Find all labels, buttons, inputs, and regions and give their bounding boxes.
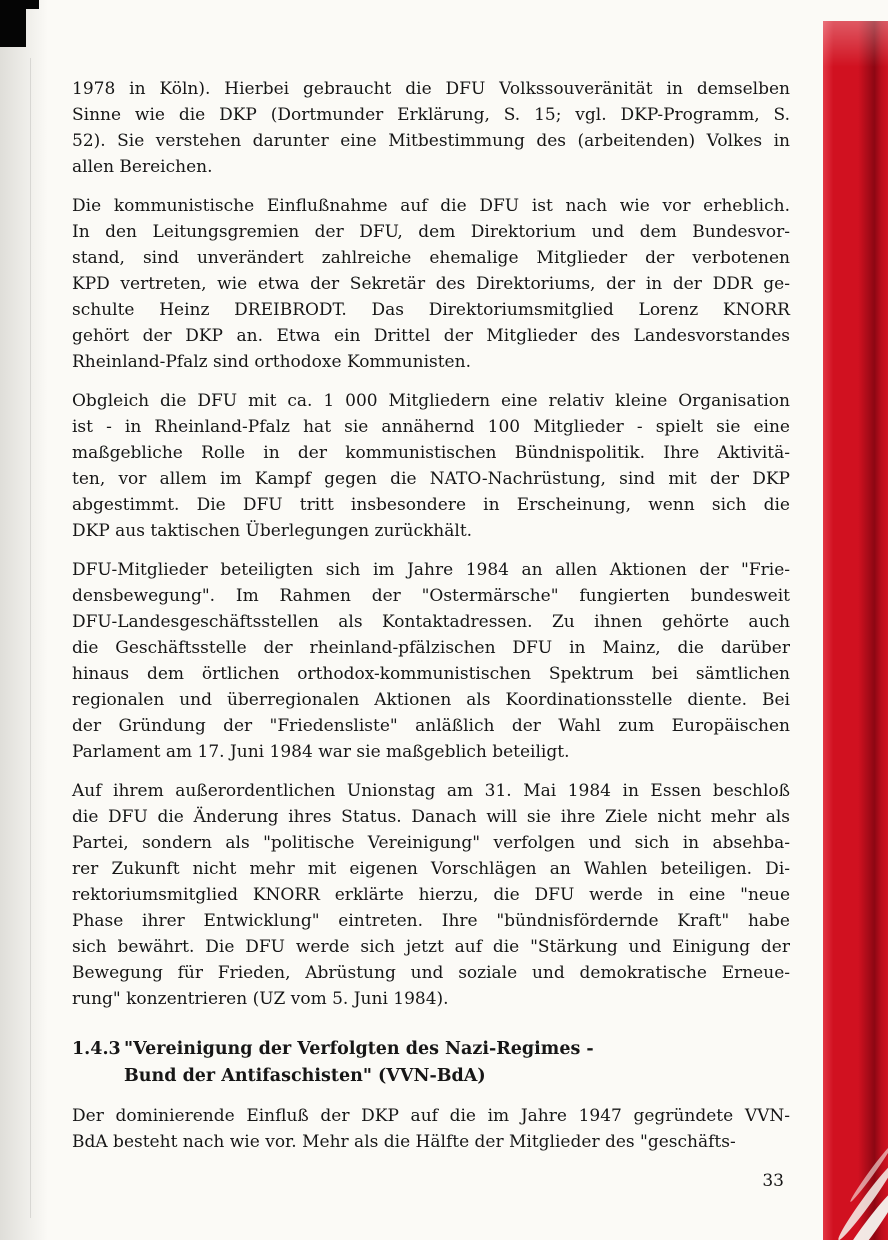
text-line: Parlament am 17. Juni 1984 war sie maßgeblich beteiligt. xyxy=(72,742,570,762)
text-line: densbewegung". Im Rahmen der "Ostermärsche" fungierten bundesweit xyxy=(72,586,790,606)
text-line: regionalen und überregionalen Aktionen als Koordinationsstelle diente. Bei xyxy=(72,690,790,710)
text-line: der Gründung der "Friedensliste" anläßlich der Wahl zum Europäischen xyxy=(72,716,790,736)
text-line: Rheinland-Pfalz sind orthodoxe Kommunisten. xyxy=(72,352,471,372)
paragraph-2 xyxy=(72,193,790,375)
paragraph-5 xyxy=(72,778,790,1012)
text-line: sich bewährt. Die DFU werde sich jetzt auf die "Stärkung und Einigung der xyxy=(72,937,790,957)
page-edge-shadow xyxy=(0,0,48,1240)
text-line: DKP aus taktischen Überlegungen zurückhält. xyxy=(72,521,473,541)
text-line: Bewegung für Frieden, Abrüstung und soziale und demokratische Erneue- xyxy=(72,963,790,983)
text-line: die DFU die Änderung ihres Status. Danach will sie ihre Ziele nicht mehr als xyxy=(72,807,790,827)
section-title-line-1: "Vereinigung der Verfolgten des Nazi-Regimes - xyxy=(124,1039,594,1059)
paragraph-1 xyxy=(72,76,790,180)
text-line: allen Bereichen. xyxy=(72,157,213,177)
scan-edge-line xyxy=(30,58,31,1218)
text-line: Partei, sondern als "politische Vereinigung" verfolgen und sich in absehba- xyxy=(72,833,790,853)
page-number: 33 xyxy=(762,1171,784,1191)
text-line: BdA besteht nach wie vor. Mehr als die Hälfte der Mitglieder des "geschäfts- xyxy=(72,1132,736,1152)
section-title xyxy=(124,1036,594,1090)
text-line: DFU-Mitglieder beteiligten sich im Jahre 1984 an allen Aktionen der "Frie- xyxy=(72,560,790,580)
text-line: schulte Heinz DREIBRODT. Das Direktoriumsmitglied Lorenz KNORR xyxy=(72,300,790,320)
text-line: hinaus dem örtlichen orthodox-kommunistischen Spektrum bei sämtlichen xyxy=(72,664,790,684)
page-content xyxy=(72,76,790,1191)
text-line: Obgleich die DFU mit ca. 1 000 Mitgliedern eine relativ kleine Organisation xyxy=(72,391,790,411)
section-title-line-2: Bund der Antifaschisten" (VVN-BdA) xyxy=(124,1066,486,1086)
text-line: Phase ihrer Entwicklung" eintreten. Ihre "bündnisfördernde Kraft" habe xyxy=(72,911,790,931)
text-line: stand, sind unverändert zahlreiche ehemalige Mitglieder der verbotenen xyxy=(72,248,790,268)
section-number: 1.4.3 xyxy=(72,1039,121,1059)
text-line: abgestimmt. Die DFU tritt insbesondere in Erscheinung, wenn sich die xyxy=(72,495,790,515)
paragraph-6 xyxy=(72,1103,790,1155)
text-line: ten, vor allem im Kampf gegen die NATO-Nachrüstung, sind mit der DKP xyxy=(72,469,790,489)
text-line: DFU-Landesgeschäftsstellen als Kontaktadressen. Zu ihnen gehörte auch xyxy=(72,612,790,632)
text-line: In den Leitungsgremien der DFU, dem Direktorium und dem Bundesvor- xyxy=(72,222,790,242)
text-line: rektoriumsmitglied KNORR erklärte hierzu, die DFU werde in eine "neue xyxy=(72,885,790,905)
text-line: 52). Sie verstehen darunter eine Mitbestimmung des (arbeitenden) Volkes in xyxy=(72,131,790,151)
paragraph-3 xyxy=(72,388,790,544)
text-line: rung" konzentrieren (UZ vom 5. Juni 1984). xyxy=(72,989,449,1009)
book-cover-red-edge xyxy=(823,21,888,1240)
text-line: 1978 in Köln). Hierbei gebraucht die DFU Volkssouveränität in demselben xyxy=(72,79,790,99)
text-line: rer Zukunft nicht mehr mit eigenen Vorschlägen an Wahlen beteiligen. Di- xyxy=(72,859,790,879)
text-line: Die kommunistische Einflußnahme auf die DFU ist nach wie vor erheblich. xyxy=(72,196,790,216)
section-heading xyxy=(72,1036,790,1090)
text-line: Der dominierende Einfluß der DKP auf die im Jahre 1947 gegründete VVN- xyxy=(72,1106,790,1126)
text-line: Auf ihrem außerordentlichen Unionstag am 31. Mai 1984 in Essen beschloß xyxy=(72,781,790,801)
text-line: gehört der DKP an. Etwa ein Drittel der Mitglieder des Landesvorstandes xyxy=(72,326,790,346)
text-line: ist - in Rheinland-Pfalz hat sie annähernd 100 Mitglieder - spielt sie eine xyxy=(72,417,790,437)
text-line: KPD vertreten, wie etwa der Sekretär des Direktoriums, der in der DDR ge- xyxy=(72,274,790,294)
text-line: maßgebliche Rolle in der kommunistischen Bündnispolitik. Ihre Aktivitä- xyxy=(72,443,790,463)
text-line: Sinne wie die DKP (Dortmunder Erklärung, S. 15; vgl. DKP-Programm, S. xyxy=(72,105,790,125)
scan-artifact-corner xyxy=(0,0,26,47)
text-line: die Geschäftsstelle der rheinland-pfälzischen DFU in Mainz, die darüber xyxy=(72,638,790,658)
paragraph-4 xyxy=(72,557,790,765)
